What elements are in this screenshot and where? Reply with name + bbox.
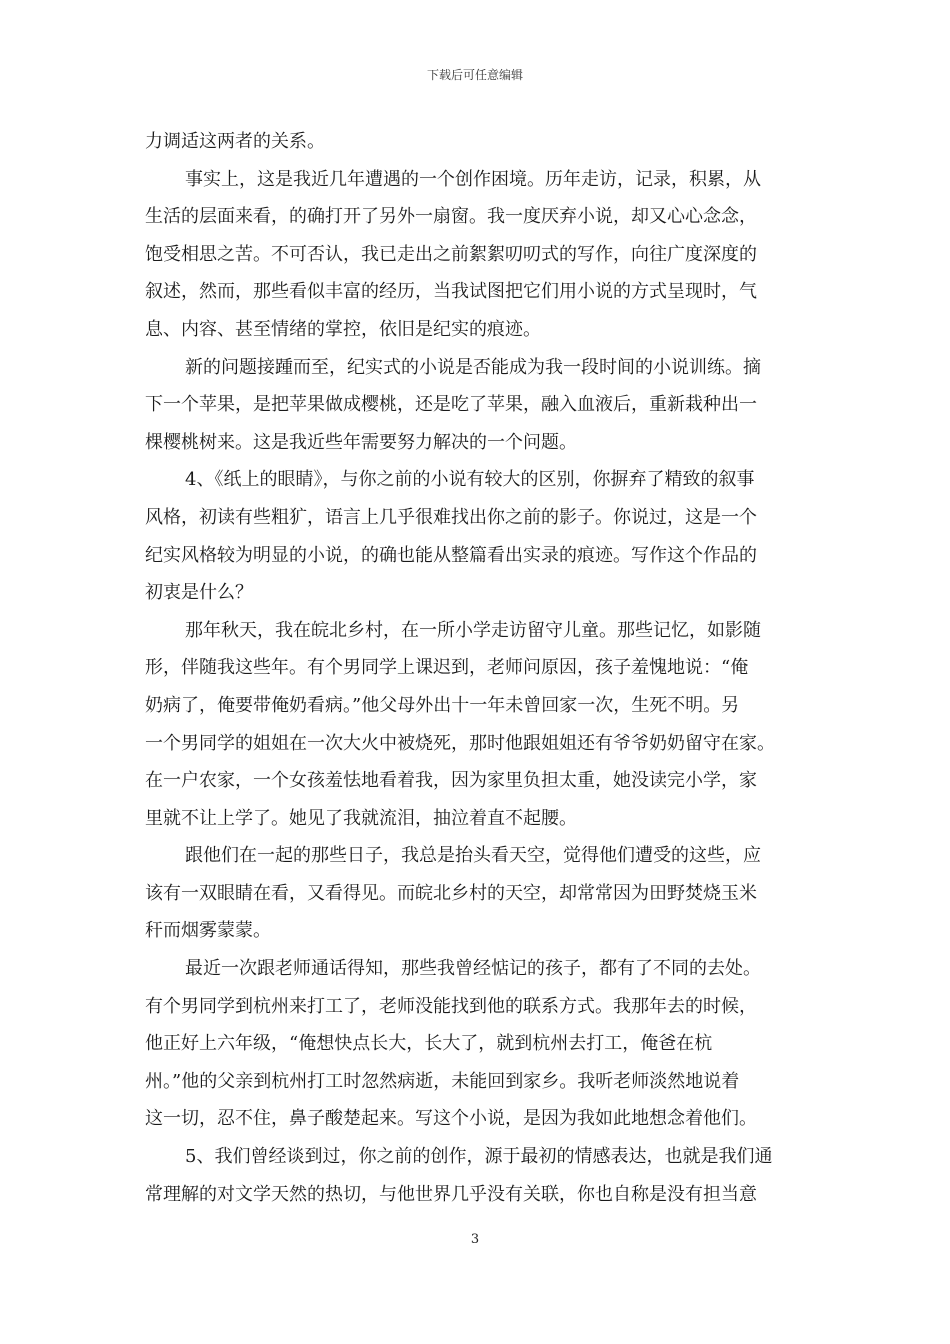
text-line: 5、我们曾经谈到过，你之前的创作，源于最初的情感表达，也就是我们通 <box>185 1146 773 1168</box>
text-line: 下一个苹果，是把苹果做成樱桃，还是吃了苹果，融入血液后，重新栽种出一 <box>145 394 757 416</box>
text-line: 该有一双眼睛在看，又看得见。而皖北乡村的天空，却常常因为田野焚烧玉米 <box>145 882 757 904</box>
text-line: 在一户农家，一个女孩羞怯地看着我，因为家里负担太重，她没读完小学，家 <box>145 770 757 792</box>
text-line: 有个男同学到杭州来打工了，老师没能找到他的联系方式。我那年去的时候， <box>145 995 757 1017</box>
text-line: 那年秋天，我在皖北乡村，在一所小学走访留守儿童。那些记忆，如影随 <box>185 619 761 641</box>
text-line: 初衷是什么？ <box>145 582 253 604</box>
text-line: 最近一次跟老师通话得知，那些我曾经惦记的孩子，都有了不同的去处。 <box>185 958 761 980</box>
text-line: 一个男同学的姐姐在一次大火中被烧死，那时他跟姐姐还有爷爷奶奶留守在家。 <box>145 732 775 754</box>
text-line: 棵樱桃树来。这是我近些年需要努力解决的一个问题。 <box>145 431 577 453</box>
page-number: 3 <box>470 1232 480 1247</box>
page-header: 下载后可任意编辑 <box>426 68 523 82</box>
text-line: 州。”他的父亲到杭州打工时忽然病逝，未能回到家乡。我听老师淡然地说着 <box>145 1070 740 1092</box>
document-body <box>145 123 810 1213</box>
text-line: 风格，初读有些粗犷，语言上几乎很难找出你之前的影子。你说过，这是一个 <box>145 506 757 528</box>
text-line: 4、《纸上的眼睛》，与你之前的小说有较大的区别，你摒弃了精致的叙事 <box>185 469 755 491</box>
text-line: 叙述，然而，那些看似丰富的经历，当我试图把它们用小说的方式呈现时，气 <box>145 281 757 303</box>
text-line: 生活的层面来看，的确打开了另外一扇窗。我一度厌弃小说，却又心心念念， <box>145 206 757 228</box>
text-line: 这一切，忍不住，鼻子酸楚起来。写这个小说，是因为我如此地想念着他们。 <box>145 1108 757 1130</box>
text-line: 秆而烟雾蒙蒙。 <box>145 920 271 942</box>
text-line: 饱受相思之苦。不可否认，我已走出之前絮絮叨叨式的写作，向往广度深度的 <box>145 243 757 265</box>
text-line: 跟他们在一起的那些日子，我总是抬头看天空，觉得他们遭受的这些，应 <box>185 845 761 867</box>
text-line: 奶病了，俺要带俺奶看病。”他父母外出十一年未曾回家一次，生死不明。另 <box>145 694 740 716</box>
text-line: 新的问题接踵而至，纪实式的小说是否能成为我一段时间的小说训练。摘 <box>185 356 761 378</box>
text-line: 形，伴随我这些年。有个男同学上课迟到，老师问原因，孩子羞愧地说：“俺 <box>145 657 749 679</box>
text-line: 力调适这两者的关系。 <box>145 131 325 152</box>
text-line: 常理解的对文学天然的热切，与他世界几乎没有关联，你也自称是没有担当意 <box>145 1183 757 1205</box>
text-line: 息、内容、甚至情绪的掌控，依旧是纪实的痕迹。 <box>145 318 541 340</box>
text-line: 纪实风格较为明显的小说，的确也能从整篇看出实录的痕迹。写作这个作品的 <box>145 544 757 566</box>
text-line: 他正好上六年级，“俺想快点长大，长大了，就到杭州去打工，俺爸在杭 <box>145 1033 713 1055</box>
text-line: 里就不让上学了。她见了我就流泪，抽泣着直不起腰。 <box>145 807 577 829</box>
text-line: 事实上，这是我近几年遭遇的一个创作困境。历年走访，记录，积累，从 <box>185 168 761 190</box>
